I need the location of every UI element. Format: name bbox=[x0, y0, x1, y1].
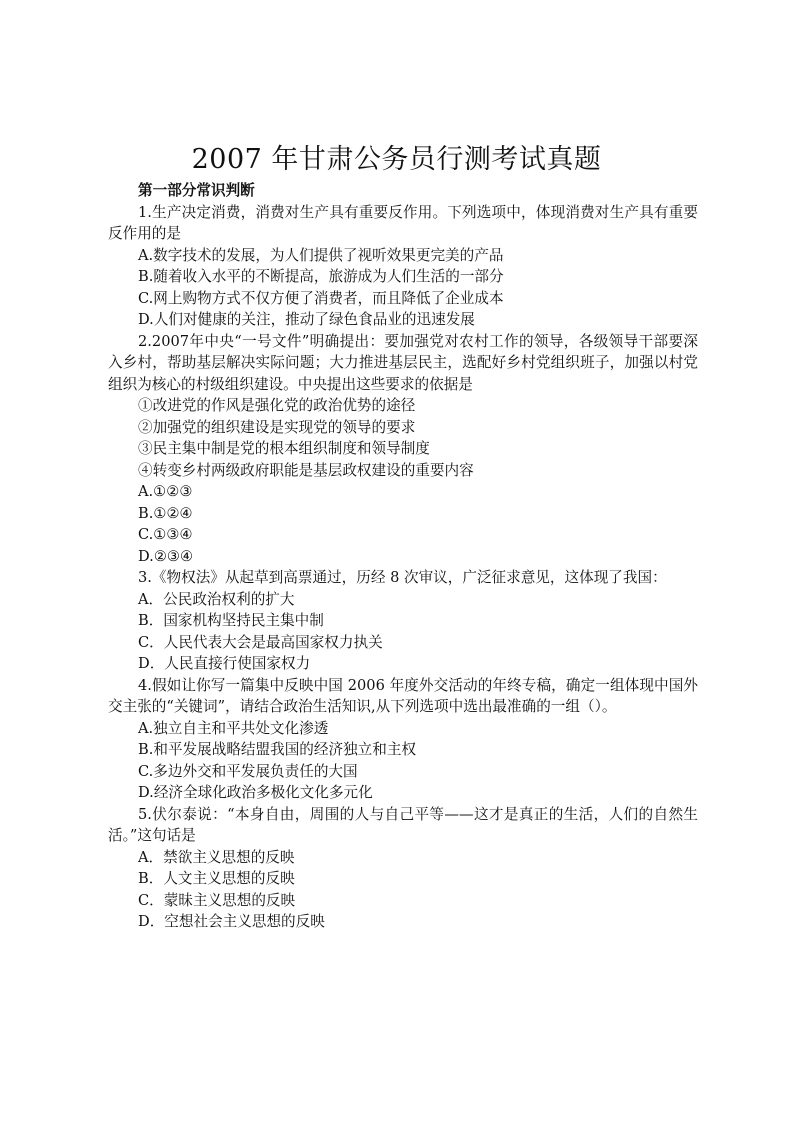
option-c: C.①③④ bbox=[138, 526, 193, 543]
option-a: A.数字技术的发展，为人们提供了视听效果更完美的产品 bbox=[138, 246, 504, 264]
statement-3: ③民主集中制是党的根本组织制度和领导制度 bbox=[138, 440, 430, 457]
statement-4: ④转变乡村两级政府职能是基层政权建设的重要内容 bbox=[138, 461, 474, 479]
document-body bbox=[108, 180, 698, 933]
option-b: B.和平发展战略结盟我国的经济独立和主权 bbox=[138, 741, 417, 758]
option-b: B．国家机构坚持民主集中制 bbox=[138, 612, 324, 629]
document-title: 2007 年甘肃公务员行测考试真题 bbox=[191, 144, 602, 175]
option-d: D．人民直接行使国家权力 bbox=[138, 655, 311, 672]
question-stem: 2.2007年中央“一号文件”明确提出：要加强党对农村工作的领导，各级领导干部要深入乡村，帮助基层解决实际问题；大力推进基层民主，选配好乡村党组织班子，加强以村党组织为核心的村级组织建设。中央提出这些要求的依据是 bbox=[108, 332, 698, 393]
question-stem: 4.假如让你写一篇集中反映中国 2006 年度外交活动的年终专稿，确定一组体现中国外交主张的“关键词”，请结合政治生活知识,从下列选项中选出最准确的一组（）。 bbox=[108, 676, 698, 715]
option-c: C．蒙昧主义思想的反映 bbox=[138, 891, 296, 909]
section-heading: 第一部分常识判断 bbox=[138, 182, 255, 199]
option-b: B．人文主义思想的反映 bbox=[138, 870, 295, 887]
question-stem: 5.伏尔泰说：“本身自由，周围的人与自己平等——这才是真正的生活，人们的自然生活。”这句话是 bbox=[108, 805, 698, 844]
question-stem: 3.《物权法》从起草到高票通过，历经 8 次审议，广泛征求意见，这体现了我国： bbox=[138, 569, 667, 586]
statement-1: ①改进党的作风是强化党的政治优势的途径 bbox=[138, 397, 416, 414]
option-d: D.②③④ bbox=[138, 547, 194, 565]
option-a: A.独立自主和平共处文化渗透 bbox=[138, 719, 329, 737]
option-a: A.①②③ bbox=[138, 483, 193, 500]
option-d: D.人们对健康的关注，推动了绿色食品业的迅速发展 bbox=[138, 311, 475, 328]
option-a: A．公民政治权利的扩大 bbox=[138, 590, 295, 608]
option-a: A．禁欲主义思想的反映 bbox=[138, 848, 295, 866]
option-c: C.网上购物方式不仅方便了消费者，而且降低了企业成本 bbox=[138, 289, 504, 307]
option-c: C．人民代表大会是最高国家权力执关 bbox=[138, 633, 383, 651]
question-1 bbox=[108, 202, 698, 331]
statement-2: ②加强党的组织建设是实现党的领导的要求 bbox=[138, 418, 416, 436]
question-3 bbox=[108, 567, 698, 675]
option-d: D．空想社会主义思想的反映 bbox=[138, 913, 325, 930]
question-4 bbox=[108, 675, 698, 804]
question-stem: 1.生产决定消费，消费对生产具有重要反作用。下列选项中，体现消费对生产具有重要反作用的是 bbox=[108, 203, 698, 242]
option-d: D.经济全球化政治多极化文化多元化 bbox=[138, 784, 373, 801]
option-b: B.①②④ bbox=[138, 504, 193, 522]
question-5 bbox=[108, 804, 698, 933]
question-2 bbox=[108, 331, 698, 568]
option-b: B.随着收入水平的不断提高，旅游成为人们生活的一部分 bbox=[138, 268, 504, 285]
option-c: C.多边外交和平发展负责任的大国 bbox=[138, 762, 358, 780]
